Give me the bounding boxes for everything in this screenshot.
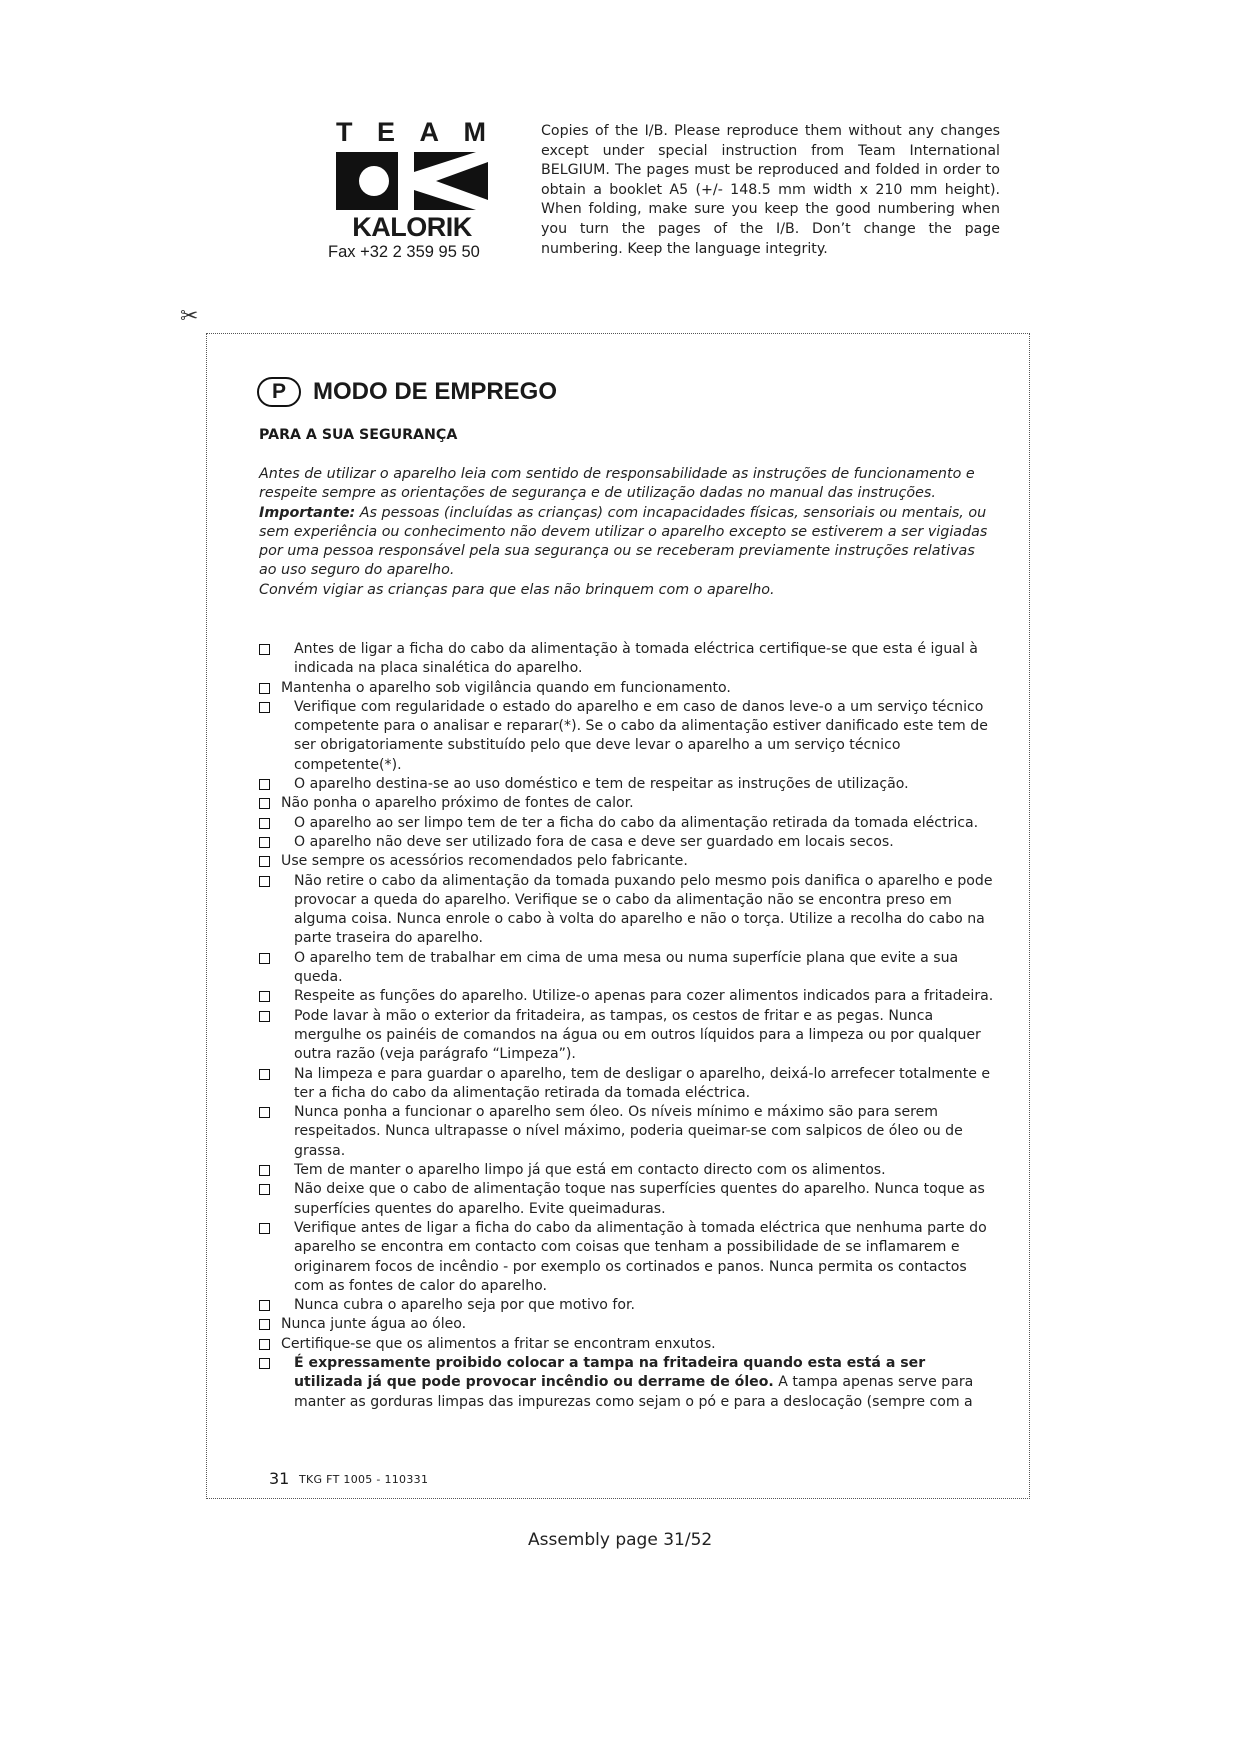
checkbox-bullet-icon [259,1165,270,1176]
checkbox-bullet-icon [259,683,270,694]
checkbox-bullet-icon [259,1319,270,1330]
list-item: Pode lavar à mão o exterior da fritadeira, as tampas, os cestos de fritar e as pegas. Nunca mergulhe os painéis de comandos na água ou em outros líquidos para a limpeza ou por qualquer outra razão (veja parágrafo “Limpeza”). [259,1007,994,1065]
important-paragraph [259,504,989,581]
checkbox-bullet-icon [259,1107,270,1118]
warning-bold-text: É expressamente proibido colocar a tampa na fritadeira quando esta está a ser utilizada já que pode provocar incêndio ou derrame de óleo. [294,1354,926,1391]
checkbox-bullet-icon [259,798,270,809]
list-item: O aparelho não deve ser utilizado fora de casa e deve ser guardado em locais secos. [259,833,994,852]
fax-number: Fax +32 2 359 95 50 [328,243,480,261]
important-label: Importante: [259,504,356,521]
logo-letter: T [336,117,355,147]
list-item: Nunca cubra o aparelho seja por que motivo for. [259,1296,994,1315]
checkbox-bullet-icon [259,779,270,790]
logo-letter: M [463,117,488,147]
list-item: Não deixe que o cabo de alimentação toque nas superfícies quentes do aparelho. Nunca toque as superfícies quentes do aparelho. Evite queimaduras. [259,1180,994,1219]
page-number: 31 [269,1469,290,1488]
section-heading: PARA A SUA SEGURANÇA [259,427,458,443]
manual-page-frame [206,333,1030,1499]
list-item: O aparelho tem de trabalhar em cima de uma mesa ou numa superfície plana que evite a sua queda. [259,949,994,988]
list-item: Verifique antes de ligar a ficha do cabo da alimentação à tomada eléctrica que nenhuma parte do aparelho se encontra em contacto com coisas que tenham a possibilidade de se inflamarem e originarem focos de incêndio - por exemplo os cortinados e panos. Nunca permita os contactos com as fontes de calor do aparelho. [259,1219,994,1296]
list-item: Use sempre os acessórios recomendados pelo fabricante. [259,852,994,871]
list-item: Nunca junte água ao óleo. [259,1315,994,1334]
list-item: O aparelho destina-se ao uso doméstico e tem de respeitar as instruções de utilização. [259,775,994,794]
checkbox-bullet-icon [259,1011,270,1022]
intro-paragraph: Antes de utilizar o aparelho leia com sentido de responsabilidade as instruções de funcionamento e respeite sempre as orientações de segurança e de utilização dadas no manual das instruções. [259,466,975,502]
logo-brand-text: KALORIK [352,212,472,242]
list-item: Não ponha o aparelho próximo de fontes de calor. [259,794,994,813]
reproduction-note: Copies of the I/B. Please reproduce them without any changes except under special instruction from Team International BELGIUM. The pages must be reproduced and folded in order to obtain a booklet A5 (+/- 148.5 mm width x 210 mm height). When folding, make sure you keep the good numbering when you turn the pages of the I/B. Don’t change the page numbering. Keep the language integrity. [541,123,1000,257]
list-item: Verifique com regularidade o estado do aparelho e em caso de danos leve-o a um serviço técnico competente para o analisar e reparar(*). Se o cabo da alimentação estiver danificado este tem de ser obrigatoriamente substituído pelo que deve levar o aparelho a um serviço técnico competente(*). [259,698,994,775]
kalorik-mark-icon [336,152,488,210]
list-item: Mantenha o aparelho sob vigilância quando em funcionamento. [259,679,994,698]
checkbox-bullet-icon [259,837,270,848]
checkbox-bullet-icon [259,1223,270,1234]
list-item: Tem de manter o aparelho limpo já que está em contacto directo com os alimentos. [259,1161,994,1180]
checkbox-bullet-icon [259,856,270,867]
language-badge: P [257,377,301,407]
checkbox-bullet-icon [259,1339,270,1350]
list-item: Respeite as funções do aparelho. Utilize-o apenas para cozer alimentos indicados para a fritadeira. [259,987,994,1006]
checkbox-bullet-icon [259,1069,270,1080]
checkbox-bullet-icon [259,702,270,713]
team-kalorik-logo [336,118,488,242]
checkbox-bullet-icon [259,1184,270,1195]
important-text: As pessoas (incluídas as crianças) com incapacidades físicas, sensoriais ou mentais, ou sem experiência ou conhecimento não devem utilizar o aparelho excepto se estiverem a ser vigiadas por uma pessoa responsável pela sua segurança ou se receberam previamente instruções relativas ao uso seguro do aparelho. [259,504,988,579]
safety-intro [259,465,989,600]
list-item: O aparelho ao ser limpo tem de ter a ficha do cabo da alimentação retirada da tomada eléctrica. [259,814,994,833]
checkbox-bullet-icon [259,876,270,887]
logo-letter: E [376,117,397,147]
safety-list [259,640,994,1412]
checkbox-bullet-icon [259,644,270,655]
checkbox-bullet-icon [259,818,270,829]
list-item: Na limpeza e para guardar o aparelho, tem de desligar o aparelho, deixá-lo arrefecer totalmente e ter a ficha do cabo da alimentação retirada da tomada eléctrica. [259,1065,994,1104]
checkbox-bullet-icon [259,953,270,964]
manual-title: MODO DE EMPREGO [313,378,558,405]
list-item: Nunca ponha a funcionar o aparelho sem óleo. Os níveis mínimo e máximo são para serem respeitados. Nunca ultrapasse o nível máximo, poderia queimar-se com salpicos de óleo ou de grassa. [259,1103,994,1161]
manual-title-row [257,377,557,407]
scissors-icon: ✂ [180,304,199,329]
supervision-paragraph: Convém vigiar as crianças para que elas não brinquem com o aparelho. [259,581,775,598]
checkbox-bullet-icon [259,1358,270,1369]
list-item: É expressamente proibido colocar a tampa na fritadeira quando esta está a ser utilizada já que pode provocar incêndio ou derrame de óleo. A tampa apenas serve para manter as gorduras limpas das impurezas como sejam o pó e para a deslocação (sempre com a [259,1354,994,1412]
assembly-page-label: Assembly page 31/52 [528,1530,713,1550]
document-reference: TKG FT 1005 - 110331 [299,1473,429,1486]
list-item: Não retire o cabo da alimentação da tomada puxando pelo mesmo pois danifica o aparelho e pode provocar a queda do aparelho. Verifique se o cabo da alimentação não se encontra preso em alguma coisa. Nunca enrole o cabo à volta do aparelho e não o torça. Utilize a recolha do cabo na parte traseira do aparelho. [259,872,994,949]
list-item: Antes de ligar a ficha do cabo da alimentação à tomada eléctrica certifique-se que esta é igual à indicada na placa sinalética do aparelho. [259,640,994,679]
logo-letter: A [419,117,441,147]
checkbox-bullet-icon [259,1300,270,1311]
list-item: Certifique-se que os alimentos a fritar se encontram enxutos. [259,1335,994,1354]
checkbox-bullet-icon [259,991,270,1002]
logo-team-text [336,118,488,146]
